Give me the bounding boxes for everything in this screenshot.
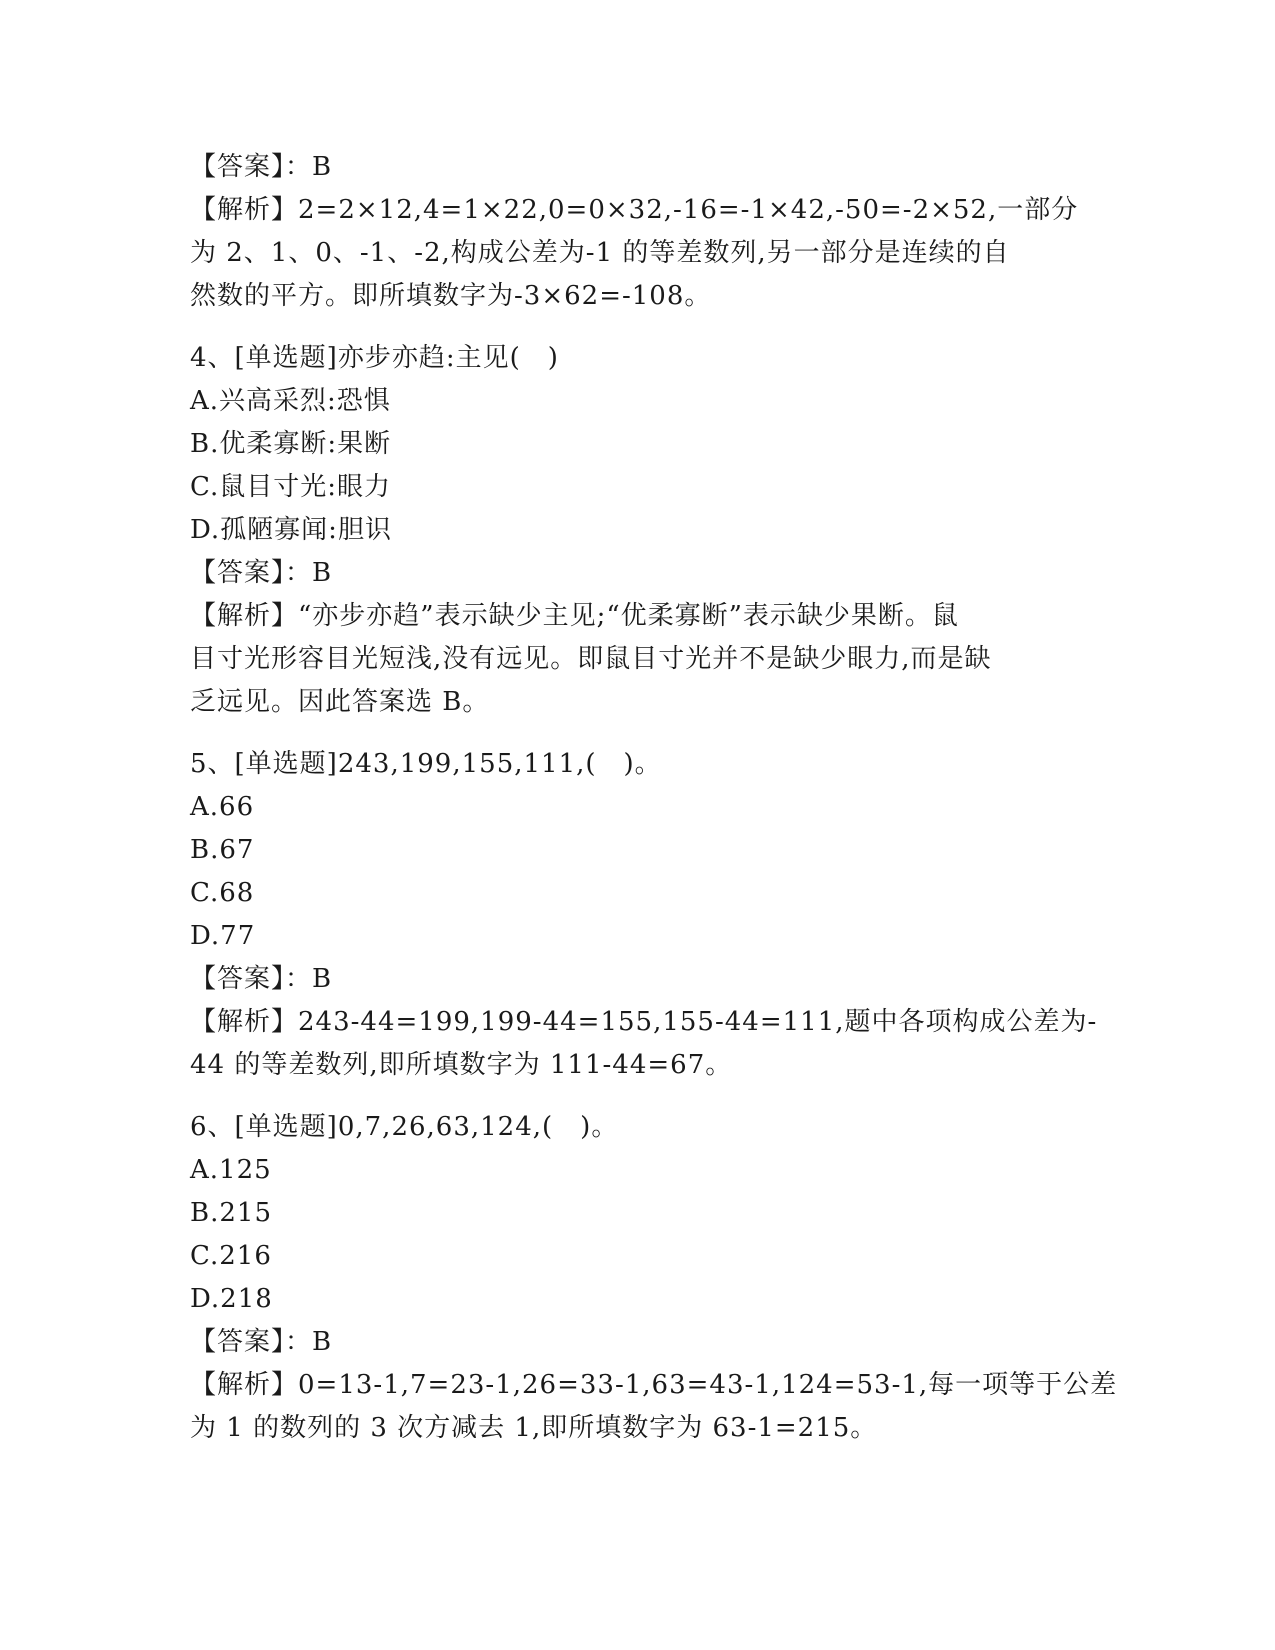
- option-d: D.218: [190, 1284, 273, 1314]
- option-a: A.125: [190, 1155, 272, 1185]
- answer-line: 【答案】：B: [190, 152, 333, 182]
- answer-line: 【答案】：B: [190, 1327, 333, 1357]
- analysis-line: 【解析】0=13-1,7=23-1,26=33-1,63=43-1,124=53-1,每一项等于公差: [190, 1370, 1118, 1400]
- document-page: [190, 146, 1118, 1450]
- analysis-line: 为 2、1、0、-1、-2,构成公差为-1 的等差数列,另一部分是连续的自: [190, 238, 1010, 268]
- answer-line: 【答案】：B: [190, 558, 333, 588]
- option-a: A.兴高采烈:恐惧: [190, 386, 391, 416]
- option-b: B.67: [190, 835, 255, 865]
- option-c: C.68: [190, 878, 255, 908]
- question-4-title: 4、[单选题]亦步亦趋:主见( ): [190, 343, 559, 373]
- option-a: A.66: [190, 792, 255, 822]
- analysis-line: 目寸光形容目光短浅,没有远见。即鼠目寸光并不是缺少眼力,而是缺: [190, 644, 992, 674]
- option-c: C.鼠目寸光:眼力: [190, 472, 391, 502]
- analysis-line: 【解析】“亦步亦趋”表示缺少主见;“优柔寡断”表示缺少果断。鼠: [190, 601, 959, 631]
- analysis-line: 44 的等差数列,即所填数字为 111-44=67。: [190, 1050, 733, 1080]
- answer-line: 【答案】：B: [190, 964, 333, 994]
- option-d: D.77: [190, 921, 256, 951]
- option-d: D.孤陋寡闻:胆识: [190, 515, 392, 545]
- analysis-line: 乏远见。因此答案选 B。: [190, 687, 490, 717]
- analysis-line: 【解析】2=2×12,4=1×22,0=0×32,-16=-1×42,-50=-2×52,一部分: [190, 195, 1079, 225]
- analysis-line: 然数的平方。即所填数字为-3×62=-108。: [190, 281, 712, 311]
- analysis-line: 【解析】243-44=199,199-44=155,155-44=111,题中各项构成公差为-: [190, 1007, 1098, 1037]
- option-c: C.216: [190, 1241, 272, 1271]
- question-5-title: 5、[单选题]243,199,155,111,( )。: [190, 749, 662, 779]
- question-6-title: 6、[单选题]0,7,26,63,124,( )。: [190, 1112, 619, 1142]
- option-b: B.215: [190, 1198, 272, 1228]
- option-b: B.优柔寡断:果断: [190, 429, 392, 459]
- analysis-line: 为 1 的数列的 3 次方减去 1,即所填数字为 63-1=215。: [190, 1413, 878, 1443]
